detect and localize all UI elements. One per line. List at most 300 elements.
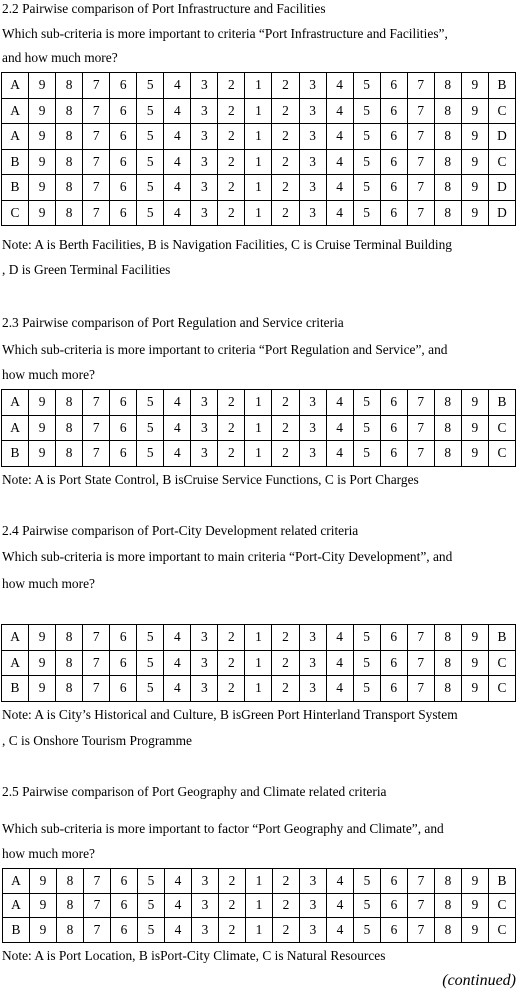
scale-cell[interactable]: 6 (110, 415, 137, 441)
scale-cell[interactable]: 2 (218, 73, 245, 99)
scale-cell[interactable]: 7 (83, 415, 110, 441)
scale-cell[interactable]: 4 (326, 98, 353, 124)
scale-cell[interactable]: 5 (137, 676, 164, 702)
criterion-left-cell: B (2, 441, 29, 467)
scale-cell[interactable]: 9 (30, 918, 57, 943)
scale-cell[interactable]: 4 (326, 676, 353, 702)
scale-cell[interactable]: 7 (83, 676, 110, 702)
scale-cell[interactable]: 3 (299, 625, 326, 651)
table-row (2, 415, 516, 441)
criterion-left-cell: A (3, 869, 30, 894)
scale-cell[interactable]: 5 (137, 73, 164, 99)
scale-cell[interactable]: 5 (353, 390, 380, 416)
scale-cell[interactable]: 5 (353, 676, 380, 702)
scale-cell[interactable]: 2 (218, 625, 245, 651)
criterion-right-cell: C (489, 893, 516, 918)
scale-cell[interactable]: 7 (407, 441, 434, 467)
scale-cell[interactable]: 2 (273, 869, 300, 894)
scale-cell[interactable]: 7 (407, 676, 434, 702)
scale-cell[interactable]: 7 (83, 73, 110, 99)
scale-cell[interactable]: 8 (57, 893, 84, 918)
scale-cell[interactable]: 5 (353, 149, 380, 175)
scale-cell[interactable]: 9 (29, 200, 56, 226)
scale-cell[interactable]: 5 (137, 124, 164, 150)
table-row (2, 98, 516, 124)
scale-cell[interactable]: 8 (434, 98, 461, 124)
scale-cell[interactable]: 6 (380, 441, 407, 467)
scale-cell[interactable]: 3 (191, 676, 218, 702)
scale-cell[interactable]: 9 (29, 415, 56, 441)
scale-cell[interactable]: 5 (353, 98, 380, 124)
note-line: Note: A is Port State Control, B isCruise Service Functions, C is Port Charges (2, 472, 419, 487)
table-row (2, 73, 516, 99)
scale-cell[interactable]: 8 (434, 676, 461, 702)
scale-cell[interactable]: 8 (434, 390, 461, 416)
criterion-left-cell: C (2, 200, 29, 226)
criterion-left-cell: B (2, 676, 29, 702)
scale-cell[interactable]: 6 (381, 869, 408, 894)
scale-cell[interactable]: 3 (191, 441, 218, 467)
criterion-right-cell: D (488, 175, 515, 201)
scale-cell[interactable]: 1 (245, 200, 272, 226)
scale-cell[interactable]: 2 (218, 415, 245, 441)
scale-cell[interactable]: 4 (165, 918, 192, 943)
scale-cell[interactable]: 6 (380, 175, 407, 201)
scale-cell[interactable]: 5 (353, 124, 380, 150)
scale-cell[interactable]: 5 (353, 650, 380, 676)
scale-cell[interactable]: 4 (164, 200, 191, 226)
scale-cell[interactable]: 2 (218, 175, 245, 201)
scale-cell[interactable]: 8 (434, 200, 461, 226)
criterion-right-cell: C (488, 415, 515, 441)
scale-cell[interactable]: 3 (191, 175, 218, 201)
scale-cell[interactable]: 5 (353, 441, 380, 467)
scale-cell[interactable]: 4 (326, 200, 353, 226)
scale-cell[interactable]: 4 (164, 149, 191, 175)
scale-cell[interactable]: 1 (246, 869, 273, 894)
scale-cell[interactable]: 9 (461, 98, 488, 124)
scale-cell[interactable]: 1 (245, 175, 272, 201)
scale-cell[interactable]: 3 (299, 124, 326, 150)
scale-cell[interactable]: 6 (380, 650, 407, 676)
scale-cell[interactable]: 8 (57, 869, 84, 894)
criterion-right-cell: B (489, 869, 516, 894)
scale-cell[interactable]: 5 (137, 200, 164, 226)
scale-cell[interactable]: 6 (380, 200, 407, 226)
scale-cell[interactable]: 1 (245, 676, 272, 702)
scale-cell[interactable]: 3 (299, 390, 326, 416)
scale-cell[interactable]: 8 (434, 149, 461, 175)
scale-cell[interactable]: 3 (299, 650, 326, 676)
pairwise-table-2-2 (1, 72, 516, 226)
scale-cell[interactable]: 7 (83, 625, 110, 651)
scale-cell[interactable]: 9 (461, 650, 488, 676)
scale-cell[interactable]: 6 (380, 124, 407, 150)
criterion-left-cell: B (2, 175, 29, 201)
scale-cell[interactable]: 5 (353, 175, 380, 201)
scale-cell[interactable]: 2 (272, 175, 299, 201)
scale-cell[interactable]: 3 (191, 73, 218, 99)
scale-cell[interactable]: 9 (461, 441, 488, 467)
scale-cell[interactable]: 2 (272, 200, 299, 226)
table-row (3, 893, 516, 918)
criterion-right-cell: B (488, 73, 515, 99)
note-line: , D is Green Terminal Facilities (2, 262, 171, 277)
scale-cell[interactable]: 3 (192, 869, 219, 894)
scale-cell[interactable]: 3 (300, 918, 327, 943)
scale-cell[interactable]: 3 (299, 98, 326, 124)
scale-cell[interactable]: 2 (273, 893, 300, 918)
scale-cell[interactable]: 5 (137, 650, 164, 676)
scale-cell[interactable]: 5 (137, 390, 164, 416)
scale-cell[interactable]: 2 (272, 650, 299, 676)
scale-cell[interactable]: 7 (407, 175, 434, 201)
scale-cell[interactable]: 3 (300, 869, 327, 894)
scale-cell[interactable]: 1 (245, 441, 272, 467)
scale-cell[interactable]: 8 (434, 124, 461, 150)
scale-cell[interactable]: 9 (462, 918, 489, 943)
scale-cell[interactable]: 6 (381, 893, 408, 918)
scale-cell[interactable]: 7 (83, 98, 110, 124)
scale-cell[interactable]: 9 (29, 73, 56, 99)
scale-cell[interactable]: 7 (83, 124, 110, 150)
scale-cell[interactable]: 3 (299, 415, 326, 441)
scale-cell[interactable]: 4 (327, 893, 354, 918)
scale-cell[interactable]: 8 (56, 650, 83, 676)
scale-cell[interactable]: 4 (326, 124, 353, 150)
scale-cell[interactable]: 9 (29, 149, 56, 175)
scale-cell[interactable]: 2 (218, 200, 245, 226)
scale-cell[interactable]: 8 (56, 73, 83, 99)
scale-cell[interactable]: 6 (380, 149, 407, 175)
scale-cell[interactable]: 2 (272, 625, 299, 651)
scale-cell[interactable]: 3 (192, 893, 219, 918)
scale-cell[interactable]: 5 (137, 415, 164, 441)
scale-cell[interactable]: 2 (219, 893, 246, 918)
scale-cell[interactable]: 9 (29, 175, 56, 201)
scale-cell[interactable]: 3 (191, 390, 218, 416)
scale-cell[interactable]: 2 (272, 441, 299, 467)
scale-cell[interactable]: 4 (326, 390, 353, 416)
scale-cell[interactable]: 7 (84, 893, 111, 918)
scale-cell[interactable]: 6 (110, 200, 137, 226)
note-line: Note: A is Berth Facilities, B is Navigation Facilities, C is Cruise Terminal Building (2, 237, 452, 252)
table-row (2, 200, 516, 226)
criterion-right-cell: C (488, 98, 515, 124)
scale-cell[interactable]: 3 (191, 415, 218, 441)
scale-cell[interactable]: 6 (380, 73, 407, 99)
scale-cell[interactable]: 5 (137, 149, 164, 175)
scale-cell[interactable]: 1 (245, 625, 272, 651)
scale-cell[interactable]: 6 (111, 869, 138, 894)
scale-cell[interactable]: 1 (245, 98, 272, 124)
scale-cell[interactable]: 7 (84, 869, 111, 894)
scale-cell[interactable]: 9 (462, 893, 489, 918)
scale-cell[interactable]: 4 (164, 676, 191, 702)
scale-cell[interactable]: 2 (272, 73, 299, 99)
scale-cell[interactable]: 9 (29, 676, 56, 702)
scale-cell[interactable]: 4 (164, 625, 191, 651)
scale-cell[interactable]: 5 (137, 175, 164, 201)
scale-cell[interactable]: 2 (272, 98, 299, 124)
scale-cell[interactable]: 8 (434, 441, 461, 467)
scale-cell[interactable]: 1 (245, 73, 272, 99)
scale-cell[interactable]: 4 (326, 415, 353, 441)
scale-cell[interactable]: 5 (354, 918, 381, 943)
criterion-right-cell: C (489, 918, 516, 943)
scale-cell[interactable]: 1 (246, 918, 273, 943)
scale-cell[interactable]: 2 (218, 390, 245, 416)
scale-cell[interactable]: 4 (326, 441, 353, 467)
scale-cell[interactable]: 7 (407, 390, 434, 416)
scale-cell[interactable]: 4 (326, 175, 353, 201)
scale-cell[interactable]: 9 (29, 625, 56, 651)
scale-cell[interactable]: 7 (407, 650, 434, 676)
scale-cell[interactable]: 8 (57, 918, 84, 943)
criterion-left-cell: B (2, 149, 29, 175)
scale-cell[interactable]: 5 (137, 625, 164, 651)
question-line: how much more? (2, 367, 95, 382)
scale-cell[interactable]: 6 (110, 175, 137, 201)
scale-cell[interactable]: 2 (272, 124, 299, 150)
scale-cell[interactable]: 7 (407, 149, 434, 175)
scale-cell[interactable]: 7 (83, 149, 110, 175)
question-line: how much more? (2, 576, 95, 591)
scale-cell[interactable]: 4 (164, 98, 191, 124)
criterion-left-cell: A (3, 893, 30, 918)
scale-cell[interactable]: 4 (326, 73, 353, 99)
scale-cell[interactable]: 3 (191, 124, 218, 150)
scale-cell[interactable]: 7 (83, 200, 110, 226)
scale-cell[interactable]: 2 (218, 124, 245, 150)
scale-cell[interactable]: 6 (380, 415, 407, 441)
pairwise-table-2-5 (2, 868, 516, 943)
scale-cell[interactable]: 9 (29, 390, 56, 416)
scale-cell[interactable]: 9 (461, 175, 488, 201)
scale-cell[interactable]: 1 (245, 390, 272, 416)
scale-cell[interactable]: 2 (272, 676, 299, 702)
scale-cell[interactable]: 8 (434, 175, 461, 201)
scale-cell[interactable]: 9 (461, 73, 488, 99)
scale-cell[interactable]: 2 (272, 415, 299, 441)
scale-cell[interactable]: 6 (110, 676, 137, 702)
scale-cell[interactable]: 7 (83, 441, 110, 467)
criterion-right-cell: B (488, 390, 515, 416)
scale-cell[interactable]: 6 (380, 98, 407, 124)
scale-cell[interactable]: 3 (299, 200, 326, 226)
scale-cell[interactable]: 4 (165, 869, 192, 894)
scale-cell[interactable]: 8 (434, 73, 461, 99)
scale-cell[interactable]: 7 (83, 175, 110, 201)
scale-cell[interactable]: 6 (111, 893, 138, 918)
scale-cell[interactable]: 3 (191, 625, 218, 651)
scale-cell[interactable]: 5 (138, 918, 165, 943)
scale-cell[interactable]: 4 (327, 918, 354, 943)
scale-cell[interactable]: 5 (354, 869, 381, 894)
scale-cell[interactable]: 3 (300, 893, 327, 918)
scale-cell[interactable]: 8 (56, 415, 83, 441)
scale-cell[interactable]: 8 (434, 650, 461, 676)
criterion-left-cell: A (2, 124, 29, 150)
scale-cell[interactable]: 8 (56, 441, 83, 467)
scale-cell[interactable]: 8 (56, 200, 83, 226)
scale-cell[interactable]: 8 (435, 893, 462, 918)
scale-cell[interactable]: 2 (272, 149, 299, 175)
scale-cell[interactable]: 9 (29, 650, 56, 676)
scale-cell[interactable]: 7 (84, 918, 111, 943)
table-row (2, 625, 516, 651)
criterion-left-cell: A (2, 415, 29, 441)
scale-cell[interactable]: 7 (407, 200, 434, 226)
scale-cell[interactable]: 6 (110, 650, 137, 676)
scale-cell[interactable]: 4 (326, 625, 353, 651)
scale-cell[interactable]: 5 (353, 73, 380, 99)
scale-cell[interactable]: 9 (461, 676, 488, 702)
scale-cell[interactable]: 7 (407, 73, 434, 99)
question-line: Which sub-criteria is more important to main criteria “Port-City Development”, and (2, 549, 453, 564)
scale-cell[interactable]: 1 (245, 650, 272, 676)
scale-cell[interactable]: 4 (164, 73, 191, 99)
scale-cell[interactable]: 6 (380, 676, 407, 702)
scale-cell[interactable]: 8 (434, 625, 461, 651)
criterion-left-cell: A (2, 73, 29, 99)
scale-cell[interactable]: 4 (164, 124, 191, 150)
scale-cell[interactable]: 7 (408, 869, 435, 894)
scale-cell[interactable]: 3 (299, 441, 326, 467)
scale-cell[interactable]: 5 (353, 415, 380, 441)
scale-cell[interactable]: 9 (461, 200, 488, 226)
criterion-left-cell: B (3, 918, 30, 943)
scale-cell[interactable]: 6 (110, 441, 137, 467)
section-heading-2-4: 2.4 Pairwise comparison of Port-City Development related criteria (2, 523, 359, 538)
scale-cell[interactable]: 4 (164, 390, 191, 416)
scale-cell[interactable]: 4 (164, 441, 191, 467)
scale-cell[interactable]: 9 (461, 625, 488, 651)
scale-cell[interactable]: 9 (461, 124, 488, 150)
scale-cell[interactable]: 8 (56, 676, 83, 702)
scale-cell[interactable]: 3 (299, 676, 326, 702)
scale-cell[interactable]: 4 (164, 415, 191, 441)
scale-cell[interactable]: 2 (219, 869, 246, 894)
scale-cell[interactable]: 6 (110, 98, 137, 124)
scale-cell[interactable]: 6 (381, 918, 408, 943)
scale-cell[interactable]: 4 (164, 650, 191, 676)
scale-cell[interactable]: 4 (164, 175, 191, 201)
scale-cell[interactable]: 3 (299, 73, 326, 99)
scale-cell[interactable]: 6 (380, 625, 407, 651)
scale-cell[interactable]: 9 (29, 441, 56, 467)
scale-cell[interactable]: 1 (245, 415, 272, 441)
scale-cell[interactable]: 1 (246, 893, 273, 918)
scale-cell[interactable]: 8 (435, 869, 462, 894)
scale-cell[interactable]: 1 (245, 124, 272, 150)
criterion-right-cell: D (488, 200, 515, 226)
scale-cell[interactable]: 7 (408, 918, 435, 943)
scale-cell[interactable]: 7 (407, 98, 434, 124)
scale-cell[interactable]: 9 (29, 124, 56, 150)
scale-cell[interactable]: 8 (56, 390, 83, 416)
scale-cell[interactable]: 3 (191, 98, 218, 124)
scale-cell[interactable]: 8 (56, 149, 83, 175)
scale-cell[interactable]: 6 (380, 390, 407, 416)
scale-cell[interactable]: 1 (245, 149, 272, 175)
note-line: , C is Onshore Tourism Programme (2, 733, 192, 748)
scale-cell[interactable]: 7 (83, 390, 110, 416)
scale-cell[interactable]: 6 (110, 149, 137, 175)
table-row (2, 650, 516, 676)
scale-cell[interactable]: 2 (218, 441, 245, 467)
criterion-left-cell: A (2, 98, 29, 124)
scale-cell[interactable]: 5 (137, 441, 164, 467)
scale-cell[interactable]: 8 (56, 124, 83, 150)
scale-cell[interactable]: 9 (461, 415, 488, 441)
scale-cell[interactable]: 8 (434, 415, 461, 441)
scale-cell[interactable]: 3 (191, 149, 218, 175)
scale-cell[interactable]: 9 (461, 149, 488, 175)
scale-cell[interactable]: 8 (56, 175, 83, 201)
scale-cell[interactable]: 2 (219, 918, 246, 943)
scale-cell[interactable]: 5 (353, 200, 380, 226)
scale-cell[interactable]: 9 (30, 893, 57, 918)
scale-cell[interactable]: 6 (111, 918, 138, 943)
scale-cell[interactable]: 6 (110, 73, 137, 99)
scale-cell[interactable]: 2 (218, 98, 245, 124)
section-heading-2-2: 2.2 Pairwise comparison of Port Infrastructure and Facilities (2, 1, 326, 16)
scale-cell[interactable]: 3 (191, 650, 218, 676)
scale-cell[interactable]: 7 (407, 415, 434, 441)
scale-cell[interactable]: 4 (326, 650, 353, 676)
scale-cell[interactable]: 9 (461, 390, 488, 416)
scale-cell[interactable]: 5 (138, 893, 165, 918)
scale-cell[interactable]: 5 (354, 893, 381, 918)
scale-cell[interactable]: 7 (408, 893, 435, 918)
scale-cell[interactable]: 9 (30, 869, 57, 894)
scale-cell[interactable]: 7 (83, 650, 110, 676)
criterion-left-cell: A (2, 625, 29, 651)
scale-cell[interactable]: 4 (326, 149, 353, 175)
pairwise-table-2-3 (1, 389, 516, 467)
scale-cell[interactable]: 9 (29, 98, 56, 124)
scale-cell[interactable]: 2 (218, 149, 245, 175)
scale-cell[interactable]: 7 (407, 625, 434, 651)
question-line: Which sub-criteria is more important to factor “Port Geography and Climate”, and (2, 821, 444, 836)
scale-cell[interactable]: 2 (272, 390, 299, 416)
scale-cell[interactable]: 2 (273, 918, 300, 943)
scale-cell[interactable]: 9 (462, 869, 489, 894)
table-row (3, 869, 516, 894)
scale-cell[interactable]: 6 (110, 390, 137, 416)
scale-cell[interactable]: 6 (110, 124, 137, 150)
scale-cell[interactable]: 3 (191, 200, 218, 226)
scale-cell[interactable]: 3 (192, 918, 219, 943)
scale-cell[interactable]: 4 (165, 893, 192, 918)
table-row (3, 918, 516, 943)
scale-cell[interactable]: 2 (218, 676, 245, 702)
scale-cell[interactable]: 2 (218, 650, 245, 676)
scale-cell[interactable]: 8 (435, 918, 462, 943)
note-line: Note: A is City’s Historical and Culture, B isGreen Port Hinterland Transport System (2, 707, 458, 722)
scale-cell[interactable]: 8 (56, 625, 83, 651)
scale-cell[interactable]: 3 (299, 175, 326, 201)
scale-cell[interactable]: 6 (110, 625, 137, 651)
scale-cell[interactable]: 4 (327, 869, 354, 894)
scale-cell[interactable]: 8 (56, 98, 83, 124)
scale-cell[interactable]: 5 (353, 625, 380, 651)
scale-cell[interactable]: 5 (138, 869, 165, 894)
scale-cell[interactable]: 5 (137, 98, 164, 124)
scale-cell[interactable]: 7 (407, 124, 434, 150)
scale-cell[interactable]: 3 (299, 149, 326, 175)
